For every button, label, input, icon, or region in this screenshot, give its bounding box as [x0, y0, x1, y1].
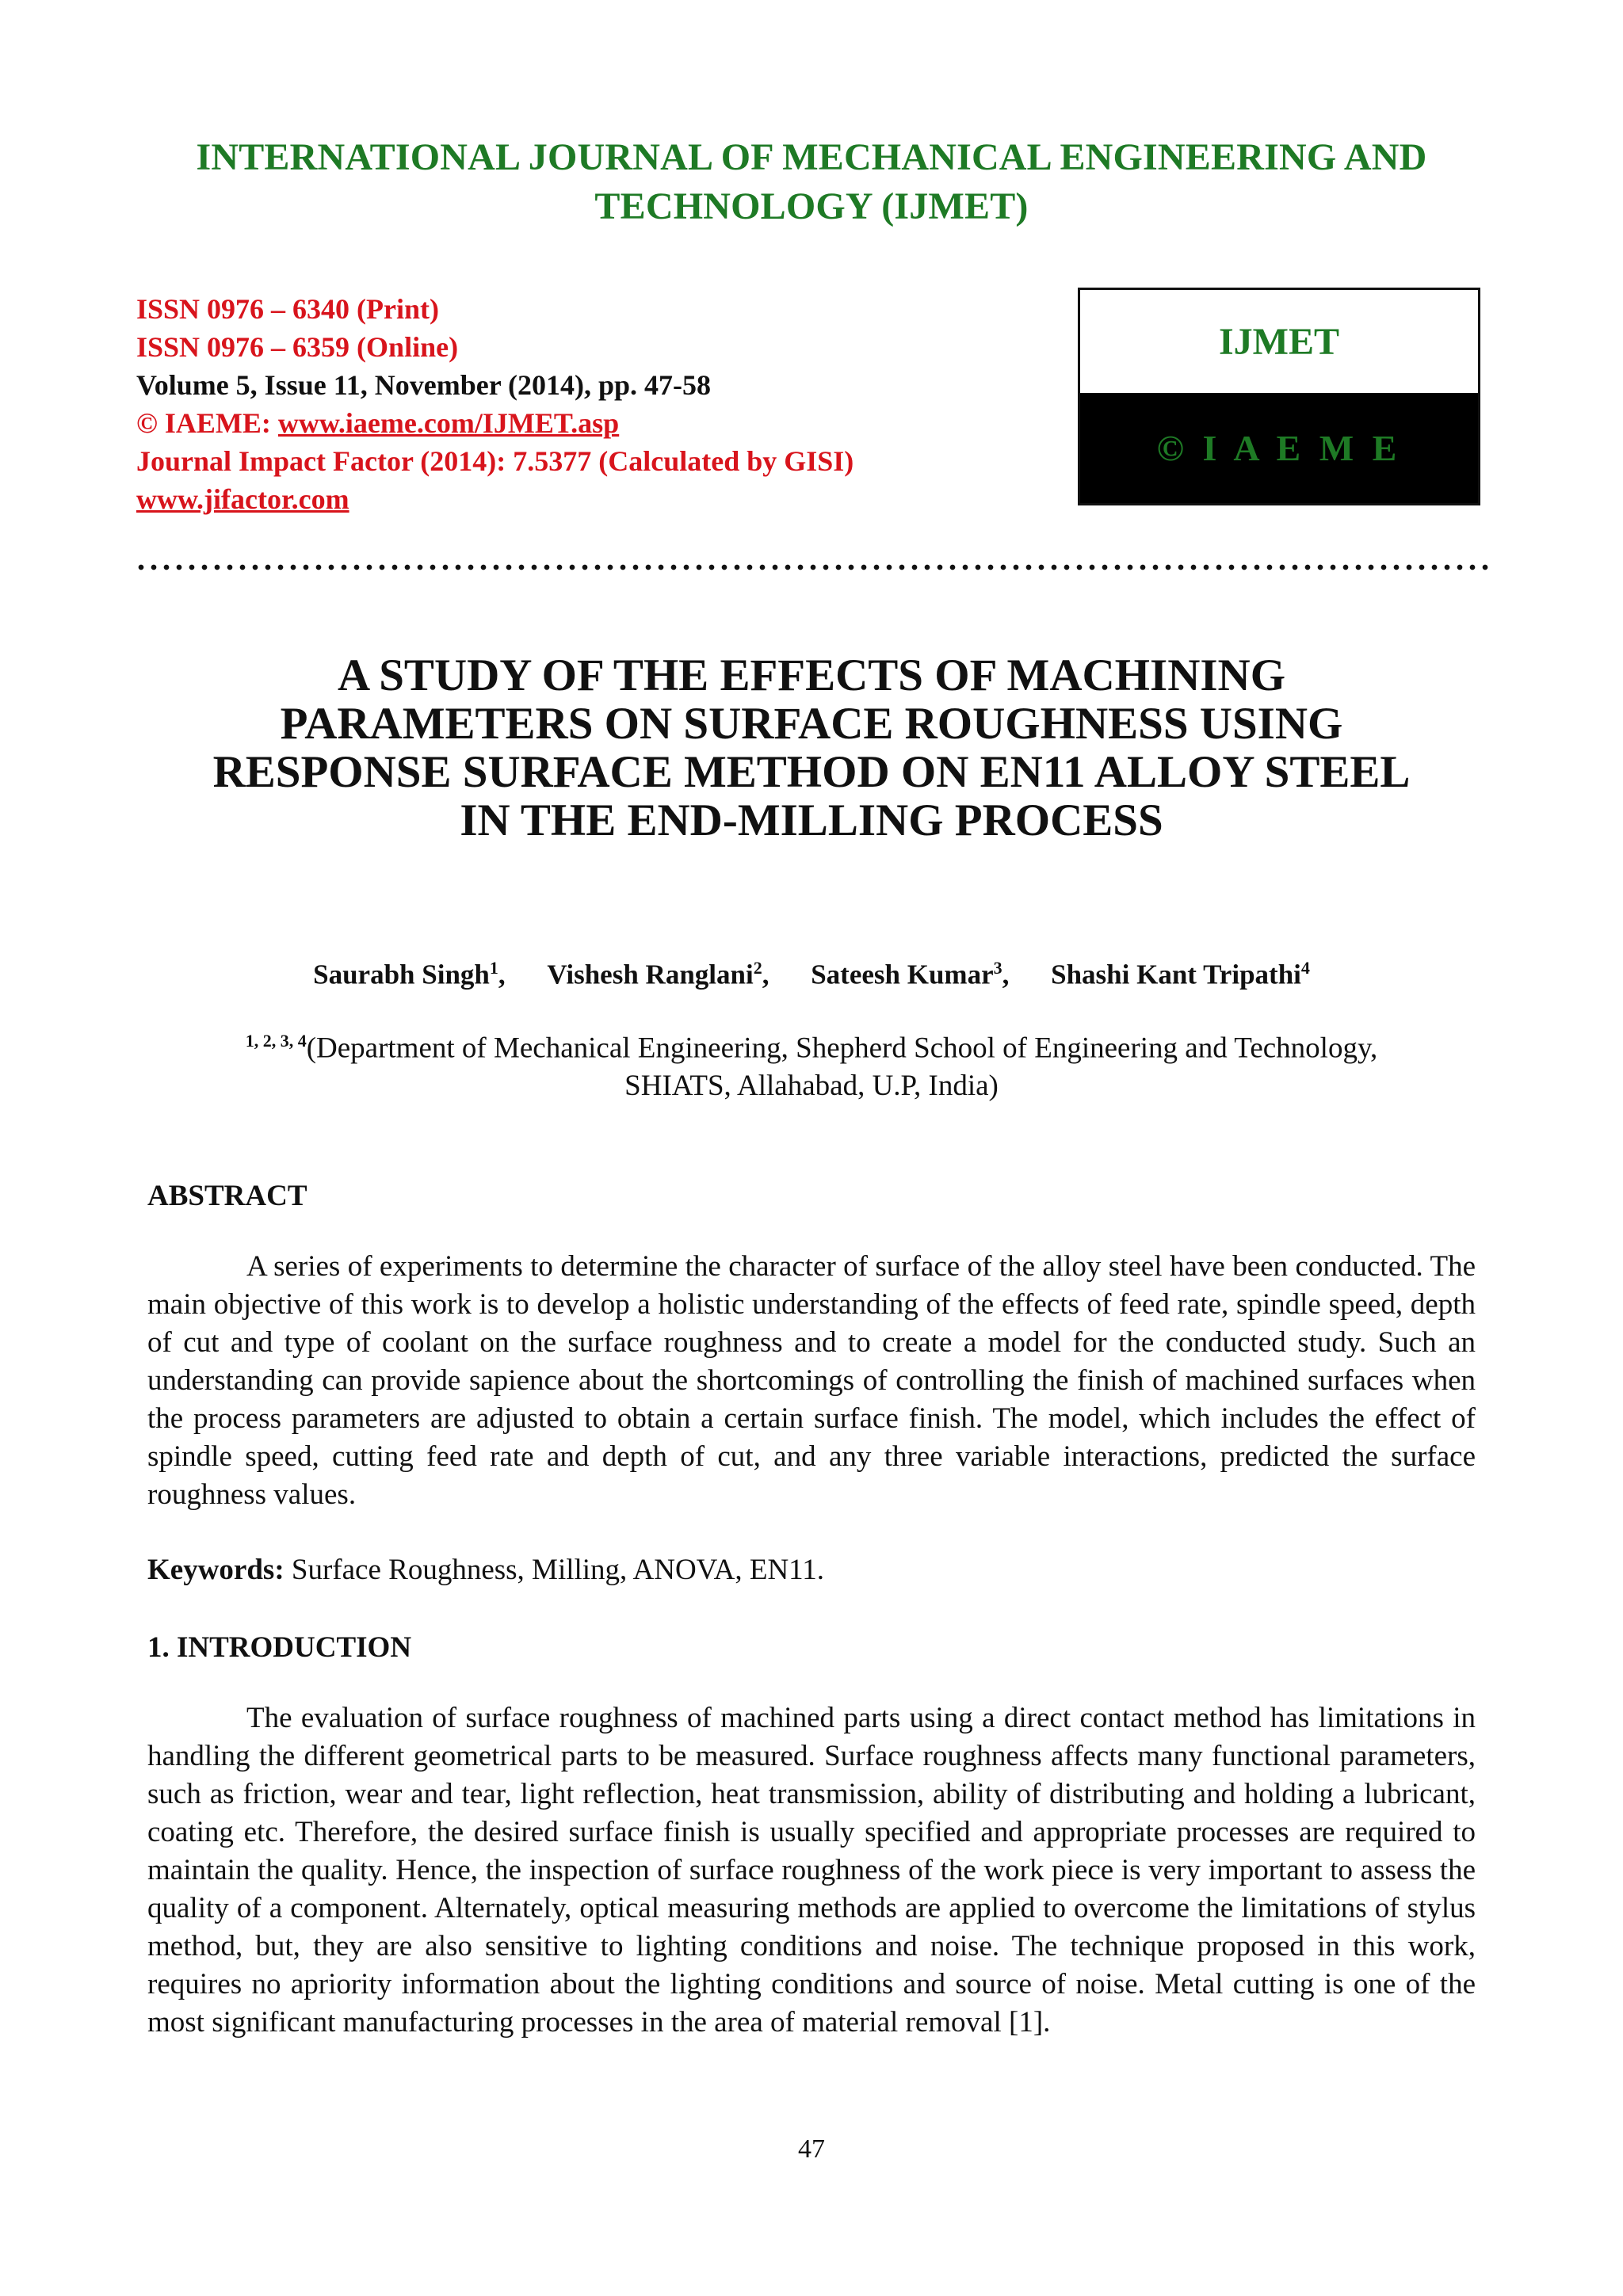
issn-print: ISSN 0976 – 6340 (Print) — [136, 293, 440, 325]
iaeme-box-label: © I A E M E — [1080, 393, 1478, 503]
ijmet-box-label: IJMET — [1218, 320, 1339, 363]
journal-meta — [136, 290, 1087, 518]
introduction-text: The evaluation of surface roughness of machined parts using a direct contact method has limitations in handling the different geometrical parts to be measured. Surface roughness affects many functional parameters, such as friction, wear and tear, light reflection, heat transmission, ability of distributing and holding a lubricant, coating etc. Therefore, the desired surface finish is usually specified and appropriate processes are required to maintain the quality. Hence, the inspection of surface roughness of the work piece is very important to assess the quality of a component. Alternately, optical measuring methods are applied to overcome the limitations of stylus method, but, they are also sensitive to lighting conditions and noise. The technique proposed in this work, requires no apriority information about the lighting conditions and source of noise. Metal cutting is one of the most significant manufacturing processes in the area of material removal [1]. — [147, 1702, 1476, 2039]
impact-factor: Journal Impact Factor (2014): 7.5377 (Calculated by GISI) — [136, 445, 854, 477]
journal-title-line-1: INTERNATIONAL JOURNAL OF MECHANICAL ENGINEERING AND — [196, 136, 1427, 178]
author: Vishesh Ranglani$^2$, — [547, 958, 769, 990]
author: Saurabh Singh$^1$, — [313, 958, 506, 990]
abstract-text: A series of experiments to determine the character of surface of the alloy steel have been conducted. The main objective of this work is to develop a holistic understanding of the effects of feed rate, spindle speed, depth of cut and type of coolant on the surface roughness and to create a model for the conducted study. Such an understanding can provide sapience about the shortcomings of controlling the finish of machined surfaces when the process parameters are adjusted to obtain a certain surface finish. The model, which includes the effect of spindle speed, cutting feed rate and depth of cut, and any three variable interactions, predicted the surface roughness values. — [147, 1250, 1476, 1511]
author-list — [119, 949, 1504, 994]
page-number: 47 — [798, 2134, 825, 2164]
affiliation — [158, 1022, 1465, 1105]
dotted-divider — [135, 564, 1490, 570]
journal-title-line-2: TECHNOLOGY (IJMET) — [594, 185, 1029, 227]
author: Sateesh Kumar$^3$, — [811, 958, 1010, 990]
abstract-heading: ABSTRACT — [147, 1180, 307, 1212]
iaeme-prefix: © IAEME: — [136, 407, 278, 439]
introduction-heading: 1. INTRODUCTION — [147, 1631, 412, 1664]
paper-title-line-1: A STUDY OF THE EFFECTS OF MACHINING — [337, 650, 1286, 700]
journal-title — [119, 133, 1504, 231]
paper-title — [127, 651, 1496, 845]
author: Shashi Kant Tripathi$^4$ — [1051, 958, 1310, 990]
paper-title-line-3: RESPONSE SURFACE METHOD ON EN11 ALLOY STEEL — [212, 747, 1411, 797]
paper-title-line-4: IN THE END-MILLING PROCESS — [460, 795, 1163, 845]
affiliation-markers: 1, 2, 3, 4 — [245, 1031, 307, 1051]
keywords — [147, 1551, 1476, 1589]
paper-title-line-2: PARAMETERS ON SURFACE ROUGHNESS USING — [280, 699, 1343, 749]
affiliation-line-1: $^{1, 2, 3, 4}$(Department of Mechanical Engineering, Shepherd School of Engineering and Technology, — [245, 1031, 1378, 1065]
jifactor-line — [136, 480, 1087, 518]
iaeme-link[interactable]: www.iaeme.com/IJMET.asp — [277, 407, 620, 439]
ijmet-logo-box — [1078, 288, 1480, 505]
affiliation-line-2: SHIATS, Allahabad, U.P, India) — [624, 1070, 999, 1103]
volume-info: Volume 5, Issue 11, November (2014), pp. 47-58 — [136, 369, 712, 401]
issn-online: ISSN 0976 – 6359 (Online) — [136, 331, 459, 363]
jifactor-link[interactable]: www.jifactor.com — [136, 483, 349, 515]
iaeme-line — [136, 404, 1087, 442]
keywords-label: Keywords: — [147, 1554, 285, 1586]
keywords-text: Surface Roughness, Milling, ANOVA, EN11. — [284, 1554, 825, 1586]
